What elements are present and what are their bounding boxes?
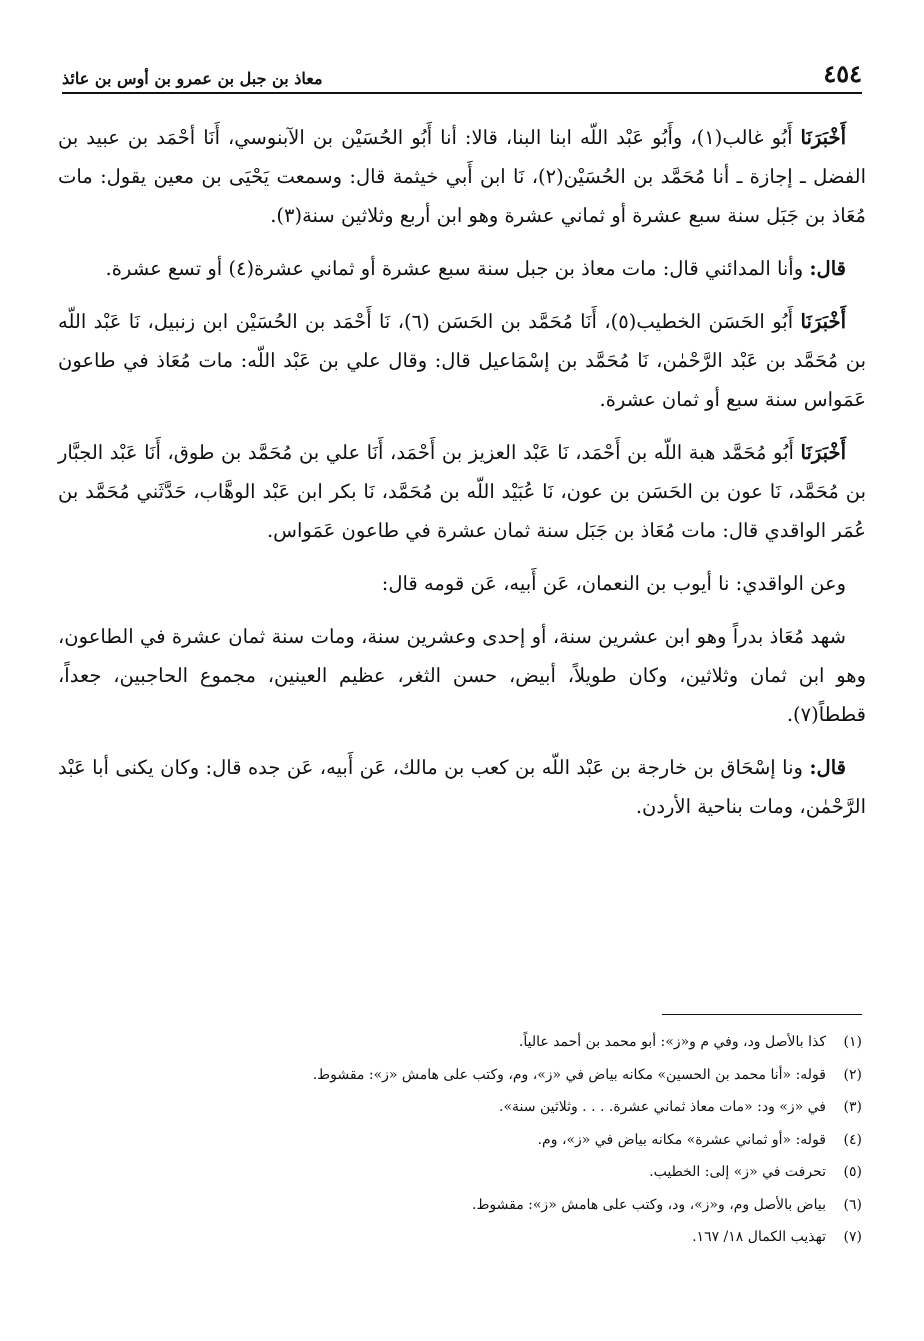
footnote (62, 1156, 862, 1189)
page-number: ٤٥٤ (823, 59, 862, 88)
footnote-divider (662, 1014, 862, 1015)
paragraph (58, 249, 866, 288)
paragraph (58, 617, 866, 734)
footnote-number: (٣) (843, 1099, 862, 1115)
footnote-number: (٧) (843, 1229, 862, 1245)
paragraph (58, 302, 866, 419)
footnote-number: (١) (843, 1034, 862, 1050)
footnote (62, 1221, 862, 1254)
page-header (62, 54, 862, 94)
paragraph-lead: قال: (809, 257, 846, 280)
paragraph-lead: قال: (809, 756, 846, 779)
paragraph-lead: أَخْبَرَنَا (800, 441, 846, 464)
paragraph-text: أَبُو مُحَمَّد هبة اللّه بن أَحْمَد، نَا عَبْد العزيز بن أَحْمَد، أَنَا علي بن مُحَمَّد بن طوق، أَنَا عَبْد الجبَّار بن مُحَمَّد، نَا عون بن الحَسَن بن عون، نَا عُبَيْد اللّه بن مُحَمَّد، نَا بكر ابن عَبْد الوهَّاب، حَدَّثَني مُحَمَّد بن عُمَر الواقدي قال: مات مُعَاذ بن جَبَل سنة ثمان عشرة في طاعون عَمَواس. (58, 441, 866, 542)
paragraph-text: ونا إسْحَاق بن خارجة بن عَبْد اللّه بن كعب بن مالك، عَن أَبيه، عَن جده قال: وكان يكنى أبا عَبْد الرَّحْمٰن، ومات بناحية الأردن. (58, 756, 866, 818)
footnote (62, 1091, 862, 1124)
paragraph-text: أَبُو الحَسَن الخطيب(٥)، أَنَا مُحَمَّد بن الحَسَن (٦)، نَا أَحْمَد بن الحُسَيْن ابن زنبيل، نَا عَبْد اللّه بن مُحَمَّد بن عَبْد الرَّحْمٰن، نَا مُحَمَّد بن إسْمَاعيل قال: وقال علي بن عَبْد اللّه: مات مُعَاذ في طاعون عَمَواس سنة سبع أو ثمان عشرة. (58, 310, 866, 411)
footnote-text: قوله: «أنا محمد بن الحسين» مكانه بياض في «ز»، وم، وكتب على هامش «ز»: مقشوط. (312, 1066, 826, 1083)
paragraph-text: وعن الواقدي: نا أيوب بن النعمان، عَن أَبيه، عَن قومه قال: (381, 572, 846, 595)
footnote (62, 1189, 862, 1222)
footnote-text: بياض بالأصل وم، و«ز»، ود، وكتب على هامش «ز»: مقشوط. (472, 1196, 826, 1213)
footnotes (62, 1026, 862, 1254)
footnote (62, 1059, 862, 1092)
footnote-text: تحرفت في «ز» إلى: الخطيب. (649, 1164, 826, 1180)
footnote-number: (٢) (843, 1066, 862, 1083)
footnote-text: قوله: «أو ثماني عشرة» مكانه بياض في «ز»، وم. (537, 1131, 826, 1148)
footnote-text: كذا بالأصل ود، وفي م و«ز»: أبو محمد بن أحمد عالياً. (518, 1034, 826, 1050)
paragraph (58, 748, 866, 826)
footnote-number: (٤) (843, 1131, 862, 1148)
main-text (58, 118, 866, 840)
paragraph-text: شهد مُعَاذ بدراً وهو ابن عشرين سنة، أو إحدى وعشرين سنة، ومات سنة ثمان عشرة في الطاعون، وهو ابن ثمان وثلاثين، وكان طويلاً، أبيض، حسن الثغر، عظيم العينين، مجموع الحاجبين، جعداً، قططاً(٧). (58, 625, 866, 726)
footnote (62, 1124, 862, 1157)
footnote-number: (٦) (843, 1196, 862, 1213)
paragraph-text: وأنا المدائني قال: مات معاذ بن جبل سنة سبع عشرة أو ثماني عشرة(٤) أو تسع عشرة. (105, 257, 810, 280)
paragraph (58, 118, 866, 235)
paragraph-lead: أَخْبَرَنَا (800, 310, 846, 333)
running-title: معاذ بن جبل بن عمرو بن أوس بن عائذ (62, 69, 323, 88)
footnote-number: (٥) (843, 1164, 862, 1180)
footnote-text: في «ز» ود: «مات معاذ ثماني عشرة. . . . وثلاثين سنة». (499, 1099, 826, 1115)
footnote-text: تهذيب الكمال ١٨/ ١٦٧. (692, 1229, 826, 1245)
footnote (62, 1026, 862, 1059)
paragraph (58, 433, 866, 550)
paragraph-lead: أَخْبَرَنَا (800, 126, 846, 149)
paragraph-text: أَبُو غالب(١)، وأَبُو عَبْد اللّه ابنا البنا، قالا: أنا أَبُو الحُسَيْن بن الآبنوسي، أَنَا أحْمَد بن عبيد بن الفضل ـ إجازة ـ أنا مُحَمَّد بن الحُسَيْن(٢)، نَا ابن أَبي خيثمة قال: وسمعت يَحْيَى بن معين يقول: مات مُعَاذ بن جَبَل سنة سبع عشرة أو ثماني عشرة وهو ابن أربع وثلاثين سنة(٣). (58, 126, 866, 227)
paragraph (58, 564, 866, 603)
